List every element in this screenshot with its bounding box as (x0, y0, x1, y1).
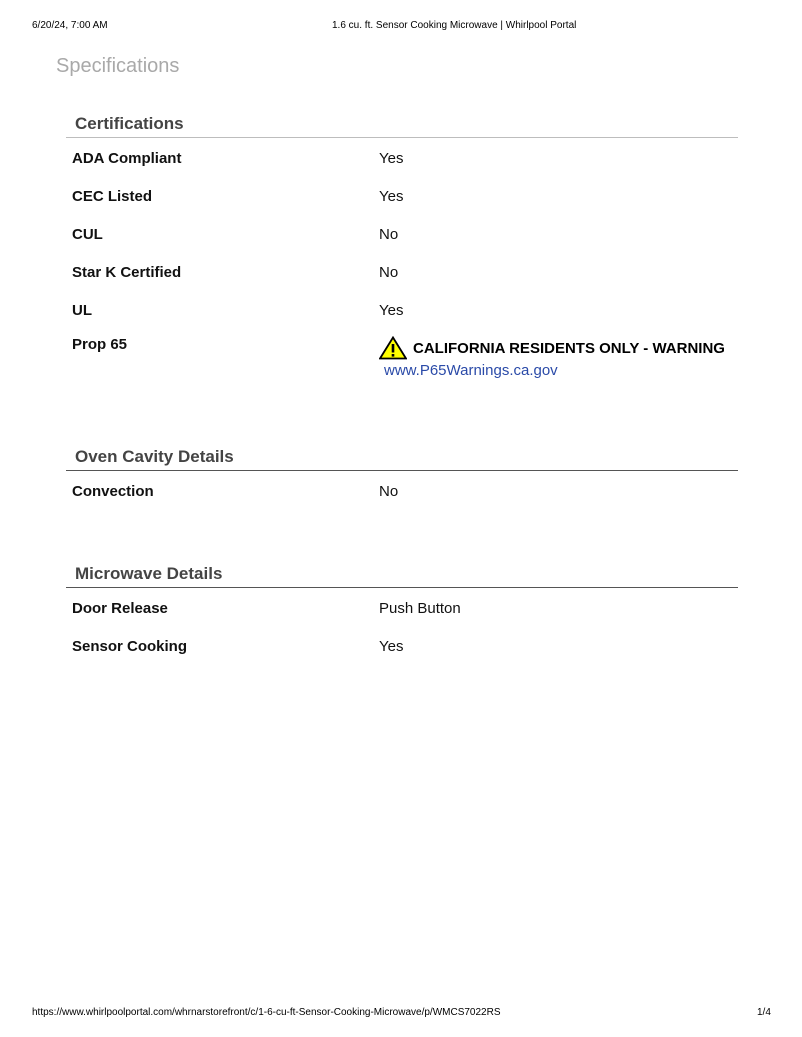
print-footer (0, 1007, 802, 1021)
section-header (72, 560, 738, 588)
section-header (72, 110, 738, 138)
spec-label: Star K Certified (72, 264, 182, 281)
section-certifications (72, 110, 738, 388)
p65-warnings-link[interactable]: www.P65Warnings.ca.gov (384, 362, 558, 379)
warning-triangle-icon (379, 336, 407, 360)
spec-label: Sensor Cooking (72, 638, 188, 655)
spec-value: No (379, 264, 399, 281)
prop65-warning (379, 336, 738, 379)
page-title: Specifications (56, 55, 180, 77)
spec-value: Yes (379, 302, 404, 319)
section-header (72, 443, 738, 471)
spec-value: No (379, 226, 399, 243)
print-header (0, 20, 802, 34)
section-title: Oven Cavity Details (75, 447, 234, 466)
spec-label: Convection (72, 483, 154, 500)
section-title: Microwave Details (75, 564, 223, 583)
print-date: 6/20/24, 7:00 AM (32, 20, 108, 31)
section-title: Certifications (75, 114, 184, 133)
spec-row-door-release (72, 588, 738, 626)
prop65-warning-text: CALIFORNIA RESIDENTS ONLY - WARNING (413, 339, 725, 357)
print-page-title: 1.6 cu. ft. Sensor Cooking Microwave | Whirlpool Portal (332, 20, 577, 31)
section-microwave-details (72, 560, 738, 664)
spec-row-convection (72, 471, 738, 509)
spec-value: No (379, 483, 399, 500)
print-url: https://www.whirlpoolportal.com/whrnarstorefront/c/1-6-cu-ft-Sensor-Cooking-Microwave/p/WMCS7022RS (32, 1007, 501, 1018)
spec-label: ADA Compliant (72, 150, 182, 167)
spec-value: Yes (379, 150, 404, 167)
spec-value: Push Button (379, 600, 461, 617)
section-oven-cavity-details (72, 443, 738, 509)
spec-label: Door Release (72, 600, 168, 617)
spec-label: CEC Listed (72, 188, 153, 205)
spec-row-ul (72, 290, 738, 328)
spec-label: Prop 65 (72, 336, 128, 353)
spec-row-prop-65 (72, 328, 738, 388)
spec-row-star-k-certified (72, 252, 738, 290)
spec-row-cec-listed (72, 176, 738, 214)
spec-value: Yes (379, 638, 404, 655)
spec-label: CUL (72, 226, 103, 243)
spec-row-sensor-cooking (72, 626, 738, 664)
spec-row-cul (72, 214, 738, 252)
spec-row-ada-compliant (72, 138, 738, 176)
spec-label: UL (72, 302, 92, 319)
spec-value: Yes (379, 188, 404, 205)
page-number: 1/4 (757, 1007, 771, 1018)
